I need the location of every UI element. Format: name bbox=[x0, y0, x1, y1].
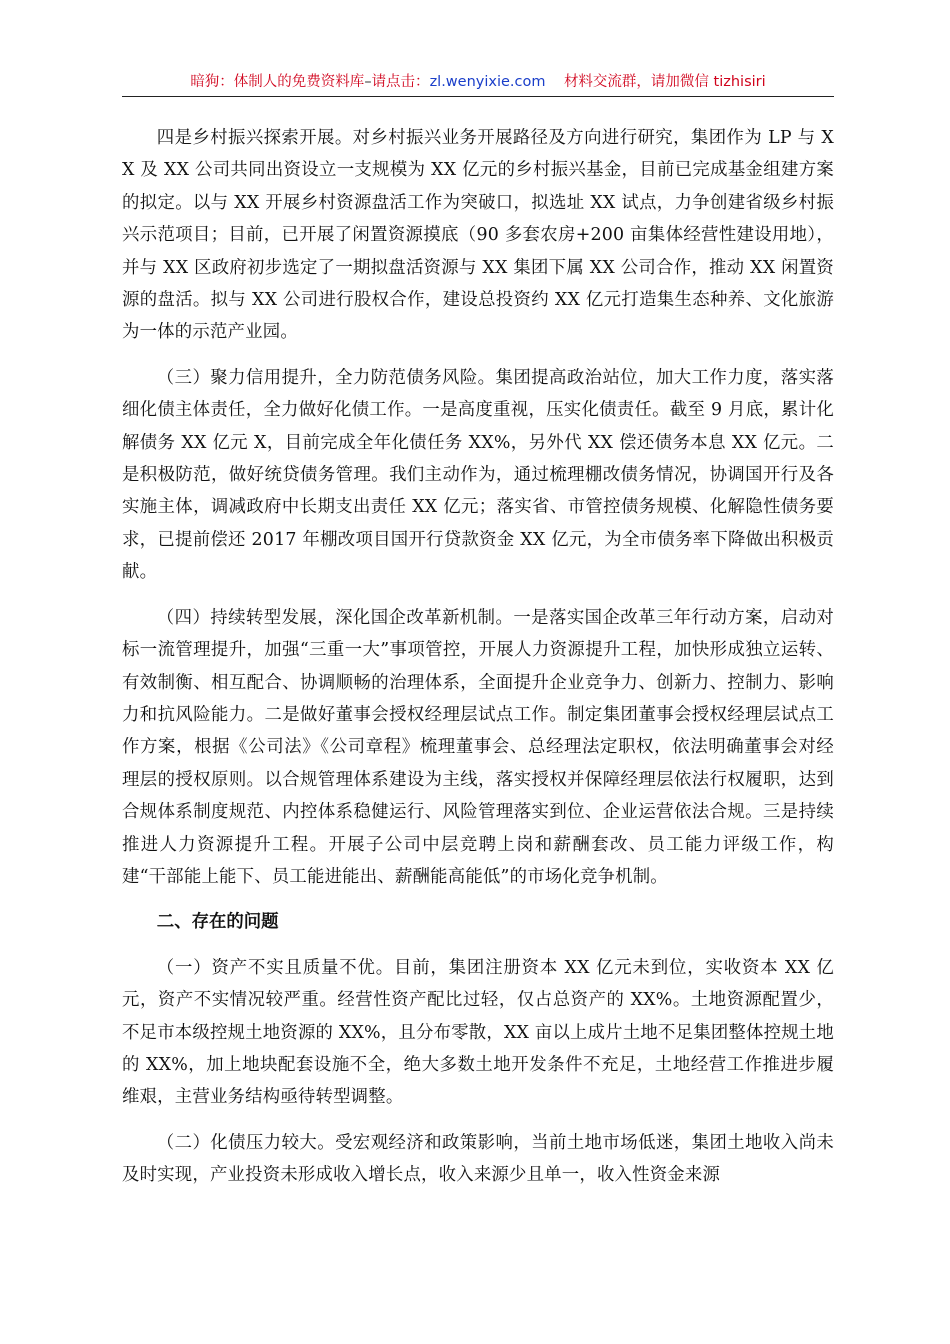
header-brand: 暗狗：体制人的免费资料库 bbox=[190, 74, 365, 90]
header-contact: 材料交流群，请加微信 tizhisiri bbox=[563, 74, 766, 90]
header-site-link[interactable]: zl.wenyixie.com bbox=[429, 74, 546, 90]
paragraph-problem-assets: （一）资产不实且质量不优。目前，集团注册资本 XX 亿元未到位，实收资本 XX 亿元，资产不实情况较严重。经营性资产配比过轻，仅占总资产的 XX%。土地资源配置少，不足市本级控规土地资源的 XX%，且分布零散，XX 亩以上成片土地不足集团整体控规土地的 XX%，加上地块配套设施不全，绝大多数土地开发条件不充足，土地经营工作推进步履维艰，主营业务结构亟待转型调整。 bbox=[122, 957, 834, 1108]
paragraph-rural-revitalization: 四是乡村振兴探索开展。对乡村振兴业务开展路径及方向进行研究，集团作为 LP 与 XX 及 XX 公司共同出资设立一支规模为 XX 亿元的乡村振兴基金，目前已完成基金组建方案的拟定。以与 XX 开展乡村资源盘活工作为突破口，拟选址 XX 试点，力争创建省级乡村振兴示范项目；目前，已开展了闲置资源摸底（90 多套农房+200 亩集体经营性建设用地），并与 XX 区政府初步选定了一期拟盘活资源与 XX 集团下属 XX 公司合作，推动 XX 闲置资源的盘活。拟与 XX 公司进行股权合作，建设总投资约 XX 亿元打造集生态种养、文化旅游为一体的示范产业园。 bbox=[122, 128, 834, 343]
header-divider bbox=[122, 96, 834, 97]
document-body bbox=[122, 122, 834, 1205]
header-dash: – bbox=[364, 74, 372, 90]
paragraph-problem-debt: （二）化债压力较大。受宏观经济和政策影响，当前土地市场低迷，集团土地收入尚未及时实现，产业投资未形成收入增长点，收入来源少且单一，收入性资金来源 bbox=[122, 1132, 834, 1186]
paragraph-debt-risk: （三）聚力信用提升，全力防范债务风险。集团提高政治站位，加大工作力度，落实落细化债主体责任，全力做好化债工作。一是高度重视，压实化债责任。截至 9 月底，累计化解债务 XX 亿元 X，目前完成全年化债任务 XX%，另外代 XX 偿还债务本息 XX 亿元。二是积极防范，做好统贷债务管理。我们主动作为，通过梳理棚改债务情况，协调国开行及各实施主体，调减政府中长期支出责任 XX 亿元；落实省、市管控债务规模、化解隐性债务要求，已提前偿还 2017 年棚改项目国开行贷款资金 XX 亿元，为全市债务率下降做出积极贡献。 bbox=[122, 367, 834, 583]
header-click-prompt: 请点击： bbox=[371, 74, 430, 90]
paragraph-reform: （四）持续转型发展，深化国企改革新机制。一是落实国企改革三年行动方案，启动对标一流管理提升，加强“三重一大”事项管控，开展人力资源提升工程，加快形成独立运转、有效制衡、相互配合、协调顺畅的治理体系，全面提升企业竞争力、创新力、控制力、影响力和抗风险能力。二是做好董事会授权经理层试点工作。制定集团董事会授权经理层试点工作方案，根据《公司法》《公司章程》梳理董事会、总经理法定职权，依法明确董事会对经理层的授权原则。以合规管理体系建设为主线，落实授权并保障经理层依法行权履职，达到合规体系制度规范、内控体系稳健运行、风险管理落实到位、企业运营依法合规。三是持续推进人力资源提升工程。开展子公司中层竞聘上岗和薪酬套改、员工能力评级工作，构建“干部能上能下、员工能进能出、薪酬能高能低”的市场化竞争机制。 bbox=[122, 607, 834, 887]
section-heading-problems: 二、存在的问题 bbox=[156, 912, 279, 933]
page-header bbox=[122, 70, 834, 94]
